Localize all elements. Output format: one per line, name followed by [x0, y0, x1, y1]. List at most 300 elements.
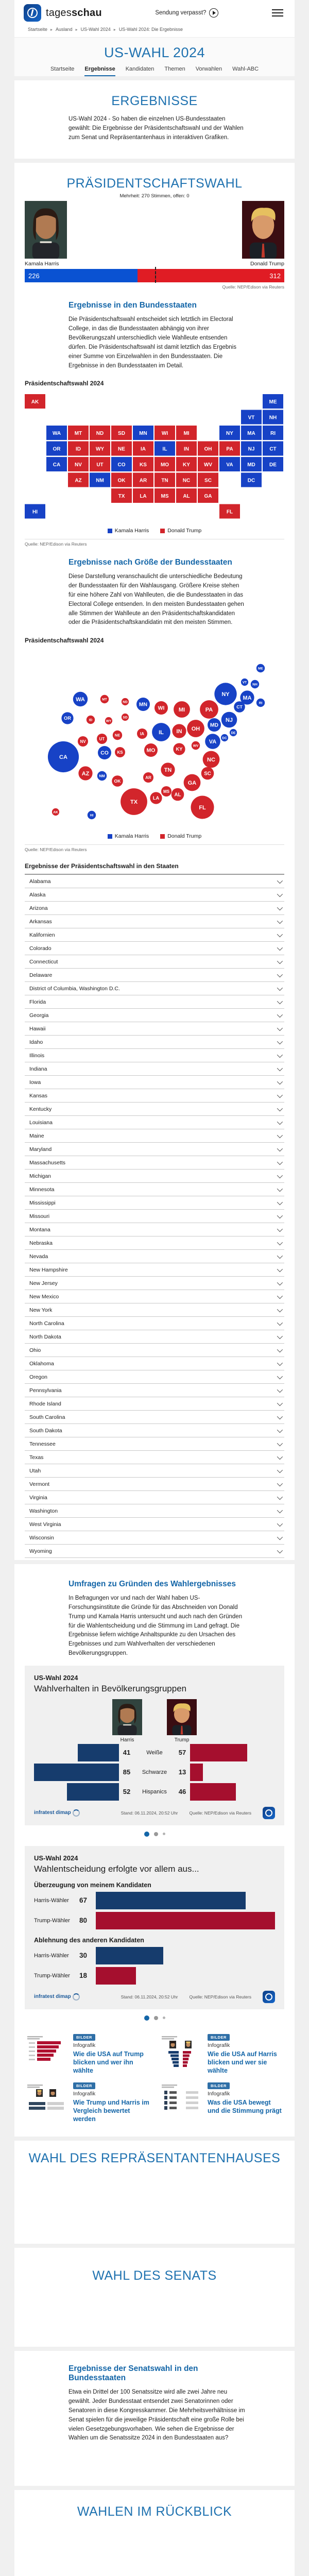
state-tile-MI[interactable]: [176, 426, 197, 440]
chevron-down-icon: [277, 1012, 283, 1018]
breadcrumb-separator: ▸: [75, 27, 78, 32]
state-tile-AL[interactable]: [176, 488, 197, 503]
state-row-delaware[interactable]: Delaware: [25, 969, 284, 982]
svg-text:ND: ND: [123, 700, 128, 704]
svg-text:CT: CT: [269, 446, 277, 452]
state-row-tennessee[interactable]: Tennessee: [25, 1437, 284, 1451]
svg-text:IL: IL: [159, 730, 164, 736]
source-note: Quelle: NEP/Edison via Reuters: [189, 1810, 251, 1816]
state-row-ohio[interactable]: Ohio: [25, 1344, 284, 1357]
state-tile-CO[interactable]: [111, 457, 132, 471]
state-row-alaska[interactable]: Alaska: [25, 888, 284, 902]
svg-text:VA: VA: [209, 739, 217, 745]
state-row-massachusetts[interactable]: Massachusetts: [25, 1156, 284, 1170]
chevron-down-icon: [277, 1186, 283, 1192]
state-tile-AZ[interactable]: [68, 473, 89, 487]
state-tile-MT[interactable]: [68, 426, 89, 440]
carousel-dot-2[interactable]: [154, 1832, 158, 1836]
svg-text:KS: KS: [117, 750, 123, 755]
stand-note: Stand: 06.11.2024, 20:52 Uhr: [121, 1994, 178, 1999]
carousel-dot-1[interactable]: [144, 1832, 149, 1837]
state-tile-IL[interactable]: [154, 442, 175, 456]
svg-text:HI: HI: [90, 814, 94, 818]
state-tile-UT[interactable]: [90, 457, 110, 471]
size-result-heading[interactable]: Ergebnisse nach Größe der Bundesstaaten: [68, 558, 232, 567]
harris-bar: [78, 1744, 119, 1761]
chevron-down-icon: [277, 1092, 283, 1098]
svg-text:TN: TN: [164, 767, 172, 773]
state-row-montana[interactable]: Montana: [25, 1223, 284, 1236]
chevron-down-icon: [277, 1025, 283, 1031]
svg-text:WV: WV: [193, 744, 199, 748]
chart-kicker: US-Wahl 2024: [34, 1854, 78, 1862]
state-row-georgia[interactable]: Georgia: [25, 1009, 284, 1022]
svg-text:NY: NY: [221, 691, 230, 698]
state-tile-WY[interactable]: [90, 442, 110, 456]
state-tile-NM[interactable]: [90, 473, 110, 487]
page-title: US-WAHL 2024: [104, 45, 205, 60]
chevron-down-icon: [277, 1360, 283, 1366]
infografik-teasers: [14, 2023, 295, 2137]
svg-text:SD: SD: [118, 431, 125, 437]
state-row-vermont[interactable]: Vermont: [25, 1478, 284, 1491]
chevron-down-icon: [277, 972, 283, 977]
state-tile-MO[interactable]: [154, 457, 175, 471]
chevron-down-icon: [277, 1521, 283, 1527]
menu-icon[interactable]: [272, 9, 283, 17]
breadcrumb: [14, 25, 295, 37]
legend-swatch: [160, 529, 165, 533]
chevron-down-icon: [277, 1507, 283, 1513]
chevron-down-icon: [277, 891, 283, 897]
trump-bar: [190, 1764, 203, 1781]
ergebnisse-text: US-Wahl 2024 - So haben die einzelnen US-Bundesstaaten gewählt: Die Ergebnisse der Präsidentschaftswahl und der Wahlen zum Senat und Repräsentantenhaus in interaktiven Grafiken.: [68, 116, 244, 141]
state-row-utah[interactable]: Utah: [25, 1464, 284, 1478]
state-tile-MD[interactable]: [241, 457, 262, 471]
state-row-new-jersey[interactable]: New Jersey: [25, 1277, 284, 1290]
teaser-thumbnail: [25, 2034, 68, 2069]
svg-text:AR: AR: [145, 775, 151, 780]
svg-text:NV: NV: [75, 462, 82, 468]
motivation-row: Harris-Wähler 30: [34, 1947, 275, 1964]
state-row-wyoming[interactable]: Wyoming: [25, 1545, 284, 1558]
umfragen-heading[interactable]: Umfragen zu Gründen des Wahlergebnisses: [68, 1580, 236, 1589]
state-tile-VT[interactable]: [241, 410, 262, 425]
svg-text:AZ: AZ: [75, 478, 82, 484]
majority-marker: [155, 267, 156, 283]
state-row-oklahoma[interactable]: Oklahoma: [25, 1357, 284, 1370]
state-tile-NJ[interactable]: [241, 442, 262, 456]
chevron-down-icon: [277, 1534, 283, 1540]
svg-text:TX: TX: [130, 799, 138, 806]
bilder-badge: BILDER: [208, 2034, 230, 2041]
state-row-minnesota[interactable]: Minnesota: [25, 1183, 284, 1196]
svg-text:FL: FL: [226, 509, 233, 515]
svg-text:WV: WV: [203, 462, 213, 468]
senate-results-heading[interactable]: Ergebnisse der Senatswahl in den Bundesstaaten: [68, 2364, 198, 2383]
svg-text:IN: IN: [176, 728, 182, 735]
state-row-kentucky[interactable]: Kentucky: [25, 1103, 284, 1116]
carousel-dots[interactable]: [14, 1825, 295, 1839]
state-tile-HI[interactable]: [25, 504, 45, 519]
chevron-down-icon: [277, 1132, 283, 1138]
source-note: Quelle: NEP/Edison via Reuters: [25, 541, 87, 547]
chevron-down-icon: [277, 1065, 283, 1071]
president-card: [14, 163, 295, 1560]
state-row-louisiana[interactable]: Louisiana: [25, 1116, 284, 1129]
breadcrumb-item[interactable]: US-Wahl 2024: [80, 27, 111, 32]
state-row-maine[interactable]: Maine: [25, 1129, 284, 1143]
play-icon: [209, 8, 218, 18]
source-note: Quelle: NEP/Edison via Reuters: [189, 1994, 251, 1999]
state-tile-KY[interactable]: [176, 457, 197, 471]
chevron-down-icon: [277, 985, 283, 991]
harris-photo: [112, 1699, 142, 1735]
state-row-arizona[interactable]: Arizona: [25, 902, 284, 915]
svg-text:DE: DE: [269, 462, 277, 468]
svg-text:IL: IL: [162, 446, 167, 452]
state-tile-DE[interactable]: [263, 457, 283, 471]
svg-text:TX: TX: [118, 494, 125, 500]
svg-text:RI: RI: [259, 701, 263, 705]
state-row-district-of-columbia-washington-d-c-[interactable]: District of Columbia, Washington D.C.: [25, 982, 284, 995]
state-row-texas[interactable]: Texas: [25, 1451, 284, 1464]
svg-text:CA: CA: [59, 754, 67, 761]
svg-text:PA: PA: [205, 707, 213, 714]
svg-text:MD: MD: [210, 722, 219, 728]
svg-text:MS: MS: [161, 494, 169, 500]
svg-text:KY: KY: [183, 462, 190, 468]
legend-swatch: [108, 834, 112, 839]
state-accordion: [25, 874, 284, 1558]
tagesschau-logo[interactable]: [24, 4, 41, 22]
state-row-idaho[interactable]: Idaho: [25, 1036, 284, 1049]
tagesschau-app-icon: [263, 1807, 275, 1819]
tab-kandidaten[interactable]: Kandidaten: [125, 66, 154, 72]
carousel-dot-1[interactable]: [144, 2015, 149, 2021]
svg-text:LA: LA: [140, 494, 147, 500]
review-section-card: [14, 2490, 295, 2576]
electoral-vote-bar[interactable]: [25, 269, 284, 282]
bilder-badge: BILDER: [73, 2082, 95, 2089]
svg-text:IA: IA: [141, 446, 146, 452]
chevron-down-icon: [277, 945, 283, 951]
state-tile-AK[interactable]: [25, 394, 45, 409]
chevron-down-icon: [277, 1293, 283, 1299]
svg-text:ID: ID: [76, 446, 81, 452]
trump-votes-bar: 312: [138, 269, 284, 282]
svg-text:ND: ND: [96, 431, 104, 437]
svg-text:FL: FL: [199, 805, 206, 811]
breadcrumb-item[interactable]: Startseite: [28, 27, 48, 32]
state-row-kansas[interactable]: Kansas: [25, 1089, 284, 1103]
header-card: [14, 0, 295, 76]
teaser-thumbnail: [159, 2034, 202, 2069]
bilder-badge: BILDER: [73, 2034, 95, 2041]
svg-text:SC: SC: [204, 478, 212, 484]
state-tile-NC[interactable]: [176, 473, 197, 487]
state-tile-OH[interactable]: [198, 442, 218, 456]
state-row-florida[interactable]: Florida: [25, 995, 284, 1009]
state-row-colorado[interactable]: Colorado: [25, 942, 284, 955]
state-tile-TN[interactable]: [154, 473, 175, 487]
svg-text:PA: PA: [226, 446, 233, 452]
svg-text:GA: GA: [187, 780, 197, 787]
state-tile-DC[interactable]: [241, 473, 262, 487]
breadcrumb-item[interactable]: US-Wahl 2024: Die Ergebnisse: [118, 27, 183, 32]
state-bubble-map[interactable]: [25, 651, 286, 825]
state-row-alabama[interactable]: Alabama: [25, 875, 284, 888]
state-row-missouri[interactable]: Missouri: [25, 1210, 284, 1223]
state-tile-OR[interactable]: [46, 442, 67, 456]
svg-text:OR: OR: [53, 446, 61, 452]
svg-text:NY: NY: [226, 431, 233, 437]
state-row-pennsylvania[interactable]: Pennsylvania: [25, 1384, 284, 1397]
svg-text:HI: HI: [32, 509, 38, 515]
state-row-new-mexico[interactable]: New Mexico: [25, 1290, 284, 1303]
chevron-down-icon: [277, 1320, 283, 1326]
bubble-kicker: Präsidentschaftswahl 2024: [25, 637, 104, 645]
svg-text:UT: UT: [99, 736, 105, 741]
state-tile-NY[interactable]: [219, 426, 240, 440]
state-tile-CA[interactable]: [46, 457, 67, 471]
svg-text:CT: CT: [236, 704, 243, 710]
svg-text:MD: MD: [247, 462, 255, 468]
state-row-hawaii[interactable]: Hawaii: [25, 1022, 284, 1036]
motivation-row: Harris-Wähler 67: [34, 1892, 275, 1909]
state-row-indiana[interactable]: Indiana: [25, 1062, 284, 1076]
state-tile-ID[interactable]: [68, 442, 89, 456]
teaser-photo-bars[interactable]: [159, 2034, 284, 2075]
state-row-rhode-island[interactable]: Rhode Island: [25, 1397, 284, 1411]
teaser-type: Infografik: [208, 2042, 230, 2048]
state-tile-LA[interactable]: [133, 488, 153, 503]
chevron-down-icon: [277, 1039, 283, 1044]
svg-text:AK: AK: [31, 399, 39, 405]
state-result-map[interactable]: [25, 394, 284, 520]
chevron-down-icon: [277, 998, 283, 1004]
state-tile-MA[interactable]: [241, 426, 262, 440]
source-note: Quelle: NEP/Edison via Reuters: [222, 284, 284, 290]
state-row-new-hampshire[interactable]: New Hampshire: [25, 1263, 284, 1277]
chevron-down-icon: [277, 1226, 283, 1232]
state-row-illinois[interactable]: Illinois: [25, 1049, 284, 1062]
tab-wahl-abc[interactable]: Wahl-ABC: [232, 66, 259, 72]
state-tile-ME[interactable]: [263, 394, 283, 409]
chevron-down-icon: [277, 1347, 283, 1352]
state-row-arkansas[interactable]: Arkansas: [25, 915, 284, 928]
svg-text:ID: ID: [89, 718, 93, 722]
teaser-type: Infografik: [208, 2090, 230, 2097]
svg-text:NJ: NJ: [248, 446, 255, 452]
value-bar: [96, 1912, 275, 1929]
state-tile-IN[interactable]: [176, 442, 197, 456]
teaser-red-bars[interactable]: [25, 2034, 150, 2075]
state-row-west-virginia[interactable]: West Virginia: [25, 1518, 284, 1531]
state-tile-GA[interactable]: [198, 488, 218, 503]
title-band: [14, 37, 295, 76]
svg-text:CA: CA: [53, 462, 61, 468]
svg-text:MA: MA: [247, 431, 255, 437]
chevron-down-icon: [277, 1159, 283, 1165]
state-tile-WA[interactable]: [46, 426, 67, 440]
state-tile-IA[interactable]: [133, 442, 153, 456]
bubble-legend: [14, 833, 295, 839]
svg-text:VT: VT: [248, 415, 255, 421]
review-title: WAHLEN IM RÜCKBLICK: [77, 2504, 232, 2519]
teaser-compare[interactable]: [25, 2082, 150, 2124]
state-tile-RI[interactable]: [263, 426, 283, 440]
missed-broadcast-label: Sendung verpasst?: [155, 10, 207, 16]
tab-ergebnisse[interactable]: Ergebnisse: [84, 66, 115, 76]
chevron-down-icon: [277, 905, 283, 910]
state-tile-WV[interactable]: [198, 457, 218, 471]
state-row-kalifornien[interactable]: Kalifornien: [25, 928, 284, 942]
demographics-chart-card: [25, 1666, 284, 1825]
svg-text:CO: CO: [117, 462, 126, 468]
state-row-michigan[interactable]: Michigan: [25, 1170, 284, 1183]
svg-text:NE: NE: [118, 446, 125, 452]
state-row-south-dakota[interactable]: South Dakota: [25, 1424, 284, 1437]
missed-broadcast-link[interactable]: [155, 8, 218, 18]
chevron-down-icon: [277, 1440, 283, 1446]
state-tile-PA[interactable]: [219, 442, 240, 456]
chevron-down-icon: [277, 1387, 283, 1393]
size-result-text: Diese Darstellung veranschaulicht die unterschiedliche Bedeutung der Bundesstaaten für den Wahlausgang. Größere Kreise stehen für eine höhere Zahl von Wahlleuten, die die Bundesstaaten in das Electoral College entsenden. In den meisten Bundesstaaten gehen alle Stimmen der Wahlleute an den Präsidentschaftskandidaten oder die Präsidentschaftskandidatin mit den meisten Stimmen.: [68, 573, 244, 626]
senate-title: WAHL DES SENATS: [92, 2268, 217, 2283]
stand-note: Stand: 06.11.2024, 20:52 Uhr: [121, 1810, 178, 1816]
chevron-down-icon: [277, 1548, 283, 1553]
svg-text:MI: MI: [178, 707, 185, 714]
legend-swatch: [108, 529, 112, 533]
chevron-down-icon: [277, 1280, 283, 1285]
svg-text:WI: WI: [158, 705, 165, 711]
chevron-down-icon: [277, 1146, 283, 1151]
chevron-down-icon: [277, 1199, 283, 1205]
state-row-north-carolina[interactable]: North Carolina: [25, 1317, 284, 1330]
state-row-maryland[interactable]: Maryland: [25, 1143, 284, 1156]
breadcrumb-separator: ▸: [113, 27, 116, 32]
chevron-down-icon: [277, 918, 283, 924]
svg-text:VA: VA: [226, 462, 233, 468]
chevron-down-icon: [277, 1481, 283, 1486]
state-tile-NV[interactable]: [68, 457, 89, 471]
state-row-new-york[interactable]: New York: [25, 1303, 284, 1317]
svg-text:MS: MS: [163, 789, 169, 794]
state-tile-SD[interactable]: [111, 426, 132, 440]
svg-text:NE: NE: [114, 733, 121, 738]
svg-text:MO: MO: [160, 462, 169, 468]
states-result-heading[interactable]: Ergebnisse in den Bundesstaaten: [68, 301, 197, 310]
group-title: Ablehnung des anderen Kandidaten: [34, 1936, 144, 1944]
chevron-down-icon: [277, 1400, 283, 1406]
state-tile-AR[interactable]: [133, 473, 153, 487]
bilder-badge: BILDER: [208, 2082, 230, 2089]
motivation-groups: [34, 1882, 275, 1985]
svg-text:KS: KS: [140, 462, 147, 468]
svg-text:AL: AL: [183, 494, 190, 500]
motivation-row: Trump-Wähler 80: [34, 1912, 275, 1929]
state-tile-FL[interactable]: [219, 504, 240, 519]
demographics-row: 41 Weiße 57: [34, 1744, 275, 1761]
breadcrumb-separator: ▸: [50, 27, 53, 32]
state-row-connecticut[interactable]: Connecticut: [25, 955, 284, 969]
svg-text:NC: NC: [207, 757, 215, 764]
state-row-iowa[interactable]: Iowa: [25, 1076, 284, 1089]
state-tile-KS[interactable]: [133, 457, 153, 471]
ergebnisse-card: [14, 80, 295, 159]
state-tile-OK[interactable]: [111, 473, 132, 487]
brand-text[interactable]: tagesschau: [46, 7, 102, 19]
state-tile-MS[interactable]: [154, 488, 175, 503]
tab-vorwahlen[interactable]: Vorwahlen: [195, 66, 222, 72]
state-row-oregon[interactable]: Oregon: [25, 1370, 284, 1384]
state-list-heading: Ergebnisse der Präsidentschaftswahl in den Staaten: [25, 862, 179, 870]
state-row-wisconsin[interactable]: Wisconsin: [25, 1531, 284, 1545]
svg-text:NM: NM: [99, 773, 105, 778]
svg-text:MT: MT: [74, 431, 82, 437]
state-tile-MN[interactable]: [133, 426, 153, 440]
state-row-north-dakota[interactable]: North Dakota: [25, 1330, 284, 1344]
teaser-mood[interactable]: [159, 2082, 284, 2124]
svg-text:MO: MO: [146, 748, 156, 754]
tab-bar: [14, 66, 295, 76]
legend-swatch: [160, 834, 165, 839]
chart-title: Wahlentscheidung erfolgte vor allem aus...: [34, 1863, 199, 1874]
breadcrumb-item[interactable]: Ausland: [56, 27, 73, 32]
chevron-down-icon: [277, 1052, 283, 1058]
carousel-dot-3[interactable]: [163, 2016, 165, 2019]
teaser-title: Wie Trump und Harris im Vergleich bewertet werden: [73, 2098, 149, 2123]
state-row-virginia[interactable]: Virginia: [25, 1491, 284, 1504]
carousel-dots[interactable]: [14, 2009, 295, 2023]
value-bar: [96, 1967, 136, 1985]
svg-text:AR: AR: [139, 478, 147, 484]
state-tile-ND[interactable]: [90, 426, 110, 440]
motivation-row: Trump-Wähler 18: [34, 1967, 275, 1985]
tab-themen[interactable]: Themen: [164, 66, 185, 72]
state-tile-CT[interactable]: [263, 442, 283, 456]
state-row-mississippi[interactable]: Mississippi: [25, 1196, 284, 1210]
svg-text:MN: MN: [139, 702, 148, 708]
demographics-row: 85 Schwarze 13: [34, 1764, 275, 1781]
svg-text:NJ: NJ: [225, 717, 233, 724]
state-row-nevada[interactable]: Nevada: [25, 1250, 284, 1263]
state-tile-NH[interactable]: [263, 410, 283, 425]
harris-bar: [67, 1783, 119, 1801]
state-tile-WI[interactable]: [154, 426, 175, 440]
teaser-type: Infografik: [73, 2090, 96, 2097]
svg-text:AZ: AZ: [81, 770, 90, 777]
state-row-nebraska[interactable]: Nebraska: [25, 1236, 284, 1250]
svg-text:IN: IN: [184, 446, 189, 452]
state-tile-SC[interactable]: [198, 473, 218, 487]
carousel-dot-3[interactable]: [163, 1833, 165, 1835]
infratest-dimap-logo: infratest dimap: [34, 1809, 80, 1817]
svg-text:CO: CO: [100, 750, 109, 756]
svg-text:LA: LA: [152, 795, 160, 801]
carousel-dot-2[interactable]: [154, 2016, 158, 2020]
state-row-south-carolina[interactable]: South Carolina: [25, 1411, 284, 1424]
chevron-down-icon: [277, 1240, 283, 1245]
teaser-thumbnail: [25, 2082, 68, 2117]
state-row-washington[interactable]: Washington: [25, 1504, 284, 1518]
state-tile-VA[interactable]: [219, 457, 240, 471]
state-tile-TX[interactable]: [111, 488, 132, 503]
infratest-dimap-logo: infratest dimap: [34, 1993, 80, 2001]
state-tile-NE[interactable]: [111, 442, 132, 456]
tab-startseite[interactable]: Startseite: [50, 66, 75, 72]
